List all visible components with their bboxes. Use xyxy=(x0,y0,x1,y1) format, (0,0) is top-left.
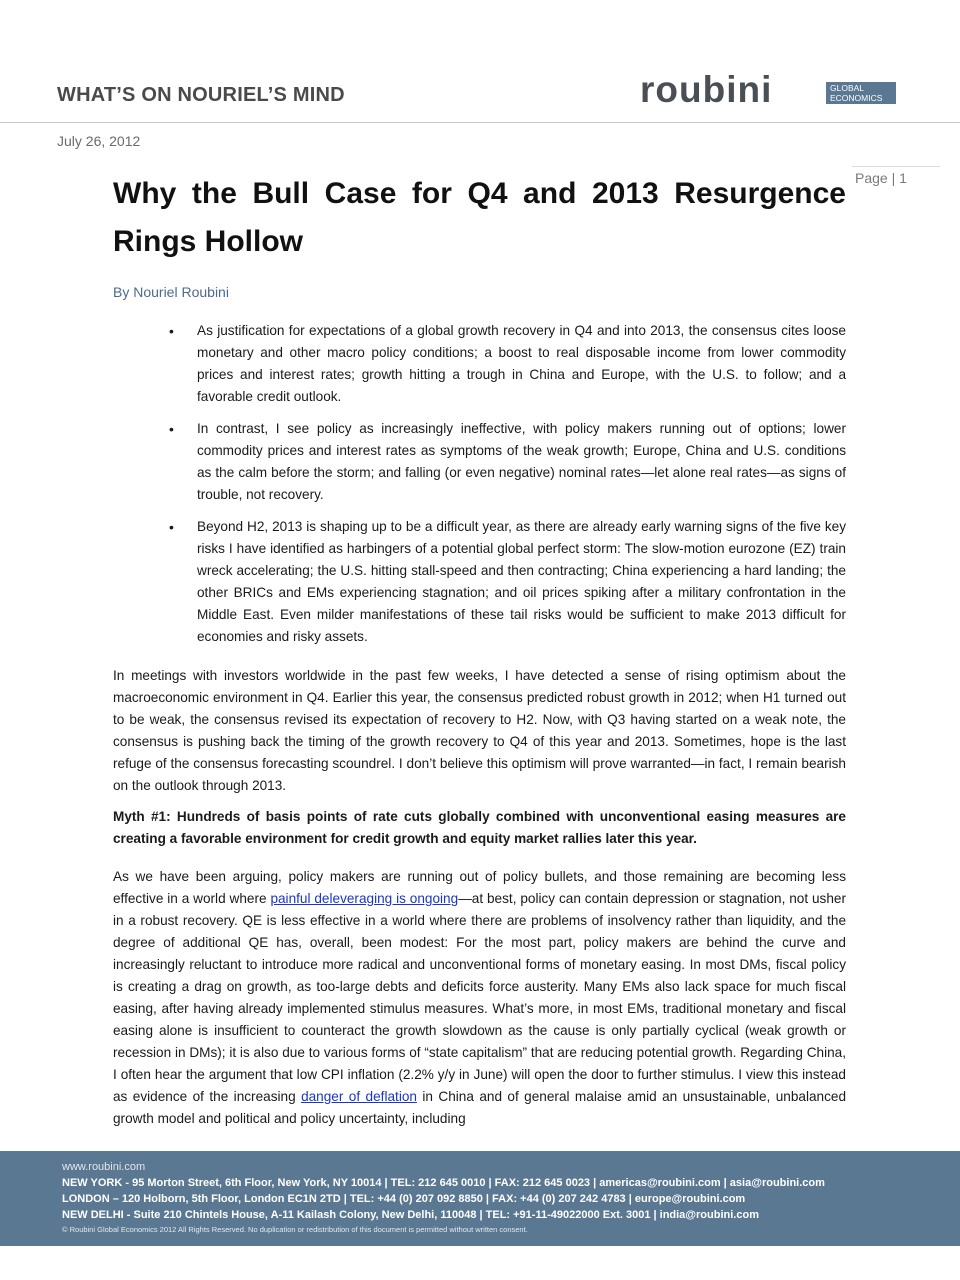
bullet-icon: • xyxy=(169,519,174,535)
bullet-text: Beyond H2, 2013 is shaping up to be a difficult year, as there are already early warning signs of the five key risks I have identified as harbingers of a potential global perfect storm: The slow-motion eurozone (EZ) train wreck accelerating; the U.S. hitting stall-speed and then contracting; China experiencing a hard landing; the other BRICs and EMs experiencing stagnation; and oil prices spiking after a military confrontation in the Middle East. Even milder manifestations of these tail risks would be sufficient to make 2013 difficult for economies and risky assets. xyxy=(197,519,846,644)
footer-copyright: © Roubini Global Economics 2012 All Rights Reserved. No duplication or redistribution of this document is permitted without written consent. xyxy=(62,1225,528,1234)
publication-date: July 26, 2012 xyxy=(57,133,141,149)
bullet-text: In contrast, I see policy as increasingly ineffective, with policy makers running out of options; lower commodity prices and interest rates as symptoms of the weak growth; Europe, China and U.S. conditions as the calm before the storm; and falling (or even negative) nominal rates—let alone real rates—as signs of trouble, not recovery. xyxy=(197,421,846,502)
footer-new-delhi: NEW DELHI - Suite 210 Chintels House, A-11 Kailash Colony, New Delhi, 110048 | TEL: +91-11-49022000 Ext. 3001 | india@roubini.com xyxy=(62,1209,759,1221)
bullet-icon: • xyxy=(169,421,174,437)
byline: By Nouriel Roubini xyxy=(113,284,229,300)
logo-economics: ECONOMICS xyxy=(830,93,883,103)
page-number: Page | 1 xyxy=(855,170,907,186)
bullet-icon: • xyxy=(169,323,174,339)
myth-heading: Myth #1: Hundreds of basis points of rate cuts globally combined with unconventional easing measures are creating a favorable environment for credit growth and equity market rallies later this year. xyxy=(113,809,846,846)
page-divider xyxy=(852,166,940,167)
article-title: Why the Bull Case for Q4 and 2013 Resurgence Rings Hollow xyxy=(113,177,846,258)
footer-london: LONDON – 120 Holborn, 5th Floor, London EC1N 2TD | TEL: +44 (0) 207 092 8850 | FAX: +44 (0) 207 242 4783 | europe@roubini.com xyxy=(62,1193,746,1205)
footer-new-york: NEW YORK - 95 Morton Street, 6th Floor, New York, NY 10014 | TEL: 212 645 0010 | FAX: 212 645 0023 | americas@roubini.com | asia@roubini.com xyxy=(62,1177,825,1189)
summary-bullets xyxy=(113,320,846,658)
logo-badge xyxy=(826,82,896,104)
deflation-link[interactable]: danger of deflation xyxy=(301,1089,417,1104)
intro-paragraph: In meetings with investors worldwide in the past few weeks, I have detected a sense of rising optimism about the macroeconomic environment in Q4. Earlier this year, the consensus predicted robust growth in 2012; when H1 turned out to be weak, the consensus revised its expectation of recovery to H2. Now, with Q3 having started on a weak note, the consensus is pushing back the timing of the growth recovery to Q4 of this year and 2013. Sometimes, hope is the last refuge of the consensus forecasting scoundrel. I don’t believe this optimism will prove warranted—in fact, I remain bearish on the outlook through 2013. xyxy=(113,668,846,793)
bullet-item xyxy=(113,418,846,506)
bullet-item xyxy=(113,516,846,648)
body-paragraph xyxy=(113,866,846,1130)
body-text: —at best, policy can contain depression or stagnation, not usher in a robust recovery. QE is less effective in a world where there are problems of insolvency rather than liquidity, and the degree of additional QE has, overall, been modest: For the most part, policy makers are behind the curve and increasingly reluctant to introduce more radical and unconventional forms of monetary easing. In most DMs, fiscal policy is creating a drag on growth, as too-large debts and deficits force austerity. Many EMs also lack space for much fiscal easing, after having already implemented stimulus measures. What’s more, in most EMs, traditional monetary and fiscal easing alone is insufficient to counteract the growth slowdown as the cause is only partially cyclical (weak growth or recession in DMs); it is also due to various forms of “state capitalism” that are reducing potential growth. Regarding China, I often hear the argument that low CPI inflation (2.2% y/y in June) will open the door to further stimulus. I view this instead as evidence of the increasing xyxy=(113,891,847,1104)
header-divider xyxy=(0,122,960,123)
deleveraging-link[interactable]: painful deleveraging is ongoing xyxy=(270,891,459,906)
body-text: As we have been arguing, policy makers are running out of policy bullets, and those remaining are becoming less effective in a world where xyxy=(113,869,846,906)
body-text: in China and of general malaise amid an unsustainable, unbalanced growth model and political and policy uncertainty, including xyxy=(113,1089,846,1126)
footer-website[interactable]: www.roubini.com xyxy=(62,1161,146,1173)
footer xyxy=(0,1151,960,1246)
logo-global: GLOBAL xyxy=(830,83,865,93)
newsletter-title: WHAT’S ON NOURIEL’S MIND xyxy=(57,84,345,106)
bullet-item xyxy=(113,320,846,408)
bullet-text: As justification for expectations of a global growth recovery in Q4 and into 2013, the consensus cites loose monetary and other macro policy conditions; a boost to real disposable income from lower commodity prices and interest rates; growth hitting a trough in China and Europe, with the U.S. to follow; and a favorable credit outlook. xyxy=(197,323,846,404)
roubini-logo xyxy=(640,69,900,110)
logo-wordmark: roubini xyxy=(640,69,773,110)
